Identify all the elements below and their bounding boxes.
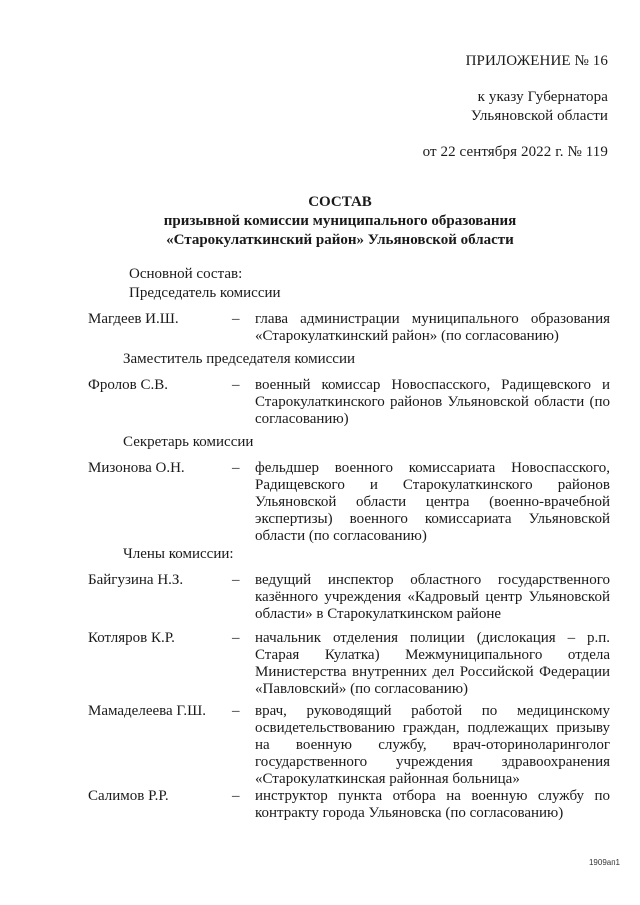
member-position: глава администрации муниципального образования «Старокулаткинский район» (по согласованию)	[255, 311, 610, 344]
annex-number: ПРИЛОЖЕНИЕ № 16	[465, 53, 608, 69]
decree-line-2: Ульяновской области	[470, 108, 608, 124]
decree-date: от 22 сентября 2022 г. № 119	[422, 144, 608, 160]
member-position: ведущий инспектор областного государственного казённого учреждения «Кадровый центр Ульяновской области» в Старокулаткинском районе	[255, 572, 610, 622]
member-position: инструктор пункта отбора на военную службу по контракту города Ульяновска (по согласованию)	[255, 788, 610, 821]
member-position: врач, руководящий работой по медицинскому освидетельствованию граждан, подлежащих призыву на военную службу, врач-оториноларинголог государственного учреждения здравоохранения «Старокулаткинская районная больница»	[255, 703, 610, 787]
document-title	[0, 193, 640, 250]
member-position: начальник отделения полиции (дислокация – р.п. Старая Кулатка) Межмуниципального отдела Министерства внутренних дел Российской Федерации «Павловский» (по согласованию)	[255, 630, 610, 697]
title-line-3: «Старокулаткинский район» Ульяновской области	[166, 232, 514, 248]
member-name: Мамаделеева Г.Ш.	[88, 703, 207, 719]
member-name: Байгузина Н.З.	[88, 572, 184, 588]
section-main: Основной состав:	[129, 266, 243, 282]
member-dash: –	[232, 572, 240, 588]
member-position: военный комиссар Новоспасского, Радищевского и Старокулаткинского районов Ульяновской области (по согласованию)	[255, 377, 610, 427]
member-name: Котляров К.Р.	[88, 630, 175, 646]
member-name: Салимов Р.Р.	[88, 788, 169, 804]
decree-reference	[471, 88, 608, 126]
member-name: Магдеев И.Ш.	[88, 311, 179, 327]
member-name: Фролов С.В.	[88, 377, 168, 393]
member-dash: –	[232, 788, 240, 804]
member-dash: –	[232, 703, 240, 719]
member-dash: –	[232, 460, 240, 476]
section-deputy: Заместитель председателя комиссии	[123, 351, 356, 367]
member-name: Мизонова О.Н.	[88, 460, 185, 476]
section-members: Члены комиссии:	[123, 546, 234, 562]
document-code: 1909ап1	[588, 858, 620, 867]
section-secretary: Секретарь комиссии	[123, 434, 254, 450]
member-dash: –	[232, 311, 240, 327]
member-position: фельдшер военного комиссариата Новоспасского, Радищевского и Старокулаткинского районов Ульяновской области центра (военно-врачебной экспертизы) военного комиссариата Ульяновской области (по согласованию)	[255, 460, 610, 544]
section-chair: Председатель комиссии	[129, 285, 281, 301]
decree-line-1: к указу Губернатора	[477, 89, 608, 105]
title-line-1: СОСТАВ	[308, 194, 372, 210]
member-dash: –	[232, 377, 240, 393]
title-line-2: призывной комиссии муниципального образования	[163, 213, 517, 229]
member-dash: –	[232, 630, 240, 646]
